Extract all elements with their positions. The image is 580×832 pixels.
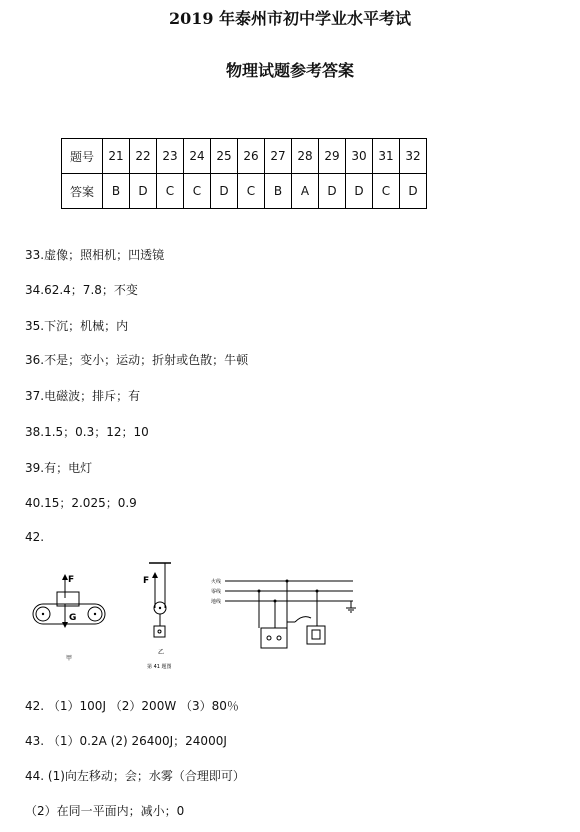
table-cell: 32 — [400, 139, 427, 174]
table-cell: B — [265, 174, 292, 209]
wire-label-live: 火线 — [211, 579, 222, 585]
table-cell: D — [400, 174, 427, 209]
table-cell: D — [130, 174, 157, 209]
table-cell: C — [184, 174, 211, 209]
answer-line: 36.不是；变小；运动；折射或色散；牛顿 — [25, 353, 249, 367]
table-row-numbers — [62, 139, 427, 174]
table-cell: C — [157, 174, 184, 209]
table-answer-label: 答案 — [62, 174, 103, 209]
table-cell: 26 — [238, 139, 265, 174]
answer-line: 39.有；电灯 — [25, 461, 93, 475]
table-cell: A — [292, 174, 319, 209]
page-subtitle: 物理试题参考答案 — [225, 61, 354, 80]
table-cell: 30 — [346, 139, 373, 174]
caption-b: 乙 — [158, 649, 165, 656]
answer-line: 34.62.4；7.8；不变 — [25, 283, 138, 297]
table-cell: 29 — [319, 139, 346, 174]
figure-circuit — [211, 578, 356, 648]
answer-line: 35.下沉；机械；内 — [25, 319, 129, 333]
table-cell: 27 — [265, 139, 292, 174]
table-header-label: 题号 — [62, 139, 103, 174]
table-cell: 31 — [373, 139, 400, 174]
table-cell: 22 — [130, 139, 157, 174]
table-cell: D — [346, 174, 373, 209]
weight-label: G — [69, 613, 77, 623]
wire-label-neutral: 零线 — [211, 589, 222, 595]
table-cell: B — [103, 174, 130, 209]
table-cell: 24 — [184, 139, 211, 174]
answer-line: 33.虚像；照相机；凹透镜 — [25, 248, 165, 262]
table-cell: D — [211, 174, 238, 209]
answer-line: 43. （1）0.2A (2) 26400J；24000J — [25, 734, 227, 748]
answer-line: （2）在同一平面内；减小；0 — [25, 804, 185, 818]
answer-table — [61, 138, 427, 209]
wire-label-ground: 地线 — [211, 599, 222, 605]
force-label-b: F — [143, 576, 150, 586]
table-cell: 21 — [103, 139, 130, 174]
answer-line: 38.1.5；0.3；12；10 — [25, 425, 149, 439]
table-cell: 25 — [211, 139, 238, 174]
answer-line: 42. （1）100J （2）200W （3）80％ — [25, 699, 239, 713]
answer-line: 44. (1)向左移动；会；水雾（合理即可） — [25, 769, 245, 783]
table-cell: 28 — [292, 139, 319, 174]
figure-a — [33, 574, 105, 662]
answer-line: 37.电磁波；排斥；有 — [25, 389, 141, 403]
table-cell: C — [238, 174, 265, 209]
answer-line: 40.15；2.025；0.9 — [25, 496, 137, 510]
figure-b — [143, 563, 172, 670]
page-title: 2019 年泰州市初中学业水平考试 — [168, 9, 412, 28]
caption-c: 第 41 题图 — [147, 664, 172, 670]
table-row-answers — [62, 174, 427, 209]
table-cell: 23 — [157, 139, 184, 174]
table-cell: D — [319, 174, 346, 209]
answer-line: 42. — [25, 530, 45, 544]
table-cell: C — [373, 174, 400, 209]
caption-a: 甲 — [66, 655, 73, 662]
force-label-a: F — [68, 575, 75, 585]
answer-figure — [25, 560, 365, 675]
